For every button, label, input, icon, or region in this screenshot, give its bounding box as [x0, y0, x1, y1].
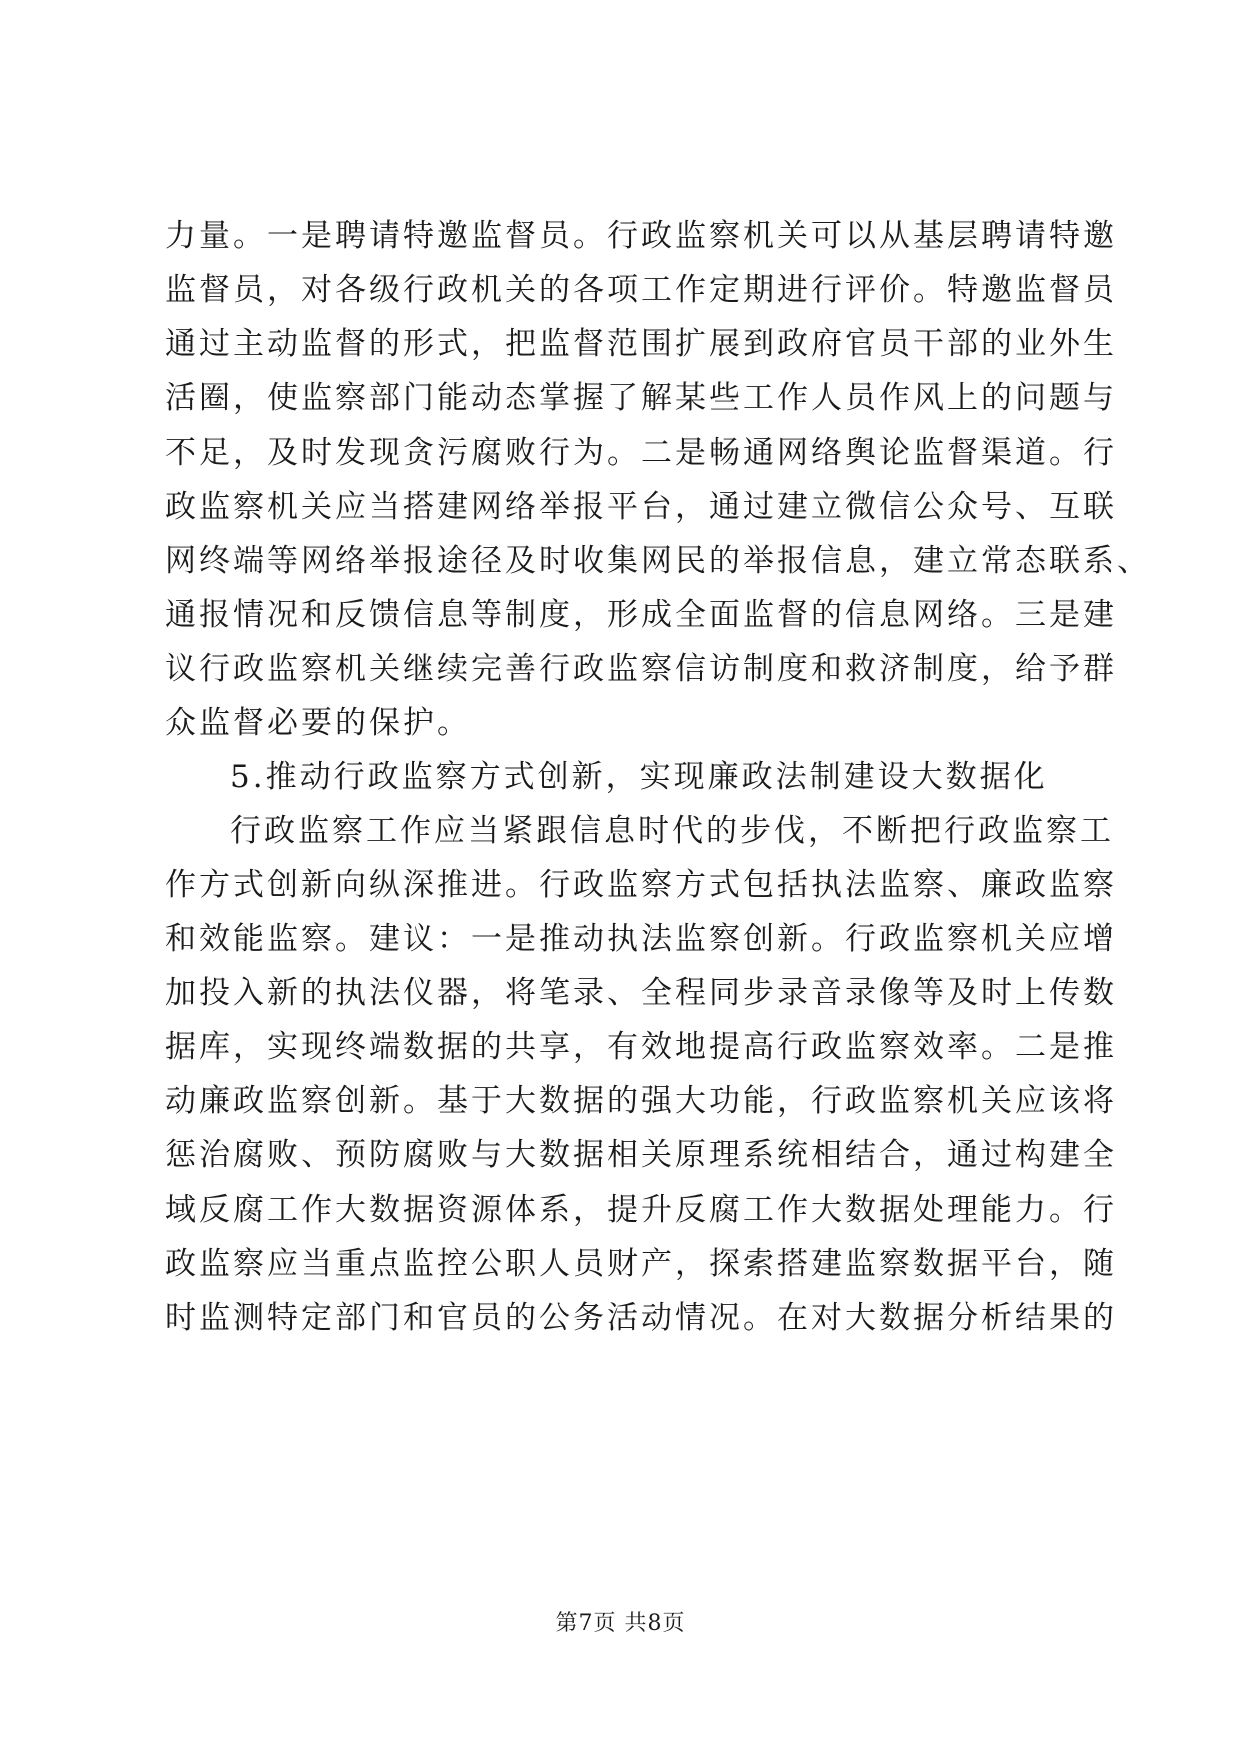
section-heading: 5.推动行政监察方式创新，实现廉政法制建设大数据化 — [230, 759, 1048, 795]
body-line: 众监督必要的保护。 — [165, 705, 471, 741]
body-line: 议行政监察机关继续完善行政监察信访制度和救济制度，给予群 — [165, 651, 1117, 687]
body-line: 加投入新的执法仪器，将笔录、全程同步录音录像等及时上传数 — [165, 975, 1117, 1011]
body-line: 政监察应当重点监控公职人员财产，探索搭建监察数据平台，随 — [165, 1246, 1117, 1282]
body-line: 据库，实现终端数据的共享，有效地提高行政监察效率。二是推 — [165, 1029, 1117, 1065]
body-line: 网终端等网络举报途径及时收集网民的举报信息，建立常态联系、 — [165, 543, 1151, 579]
body-line: 力量。一是聘请特邀监督员。行政监察机关可以从基层聘请特邀 — [165, 218, 1117, 254]
body-line: 动廉政监察创新。基于大数据的强大功能，行政监察机关应该将 — [165, 1083, 1117, 1119]
page-number-footer: 第7页 共8页 — [555, 1611, 686, 1636]
body-line: 不足，及时发现贪污腐败行为。二是畅通网络舆论监督渠道。行 — [165, 435, 1117, 471]
body-line: 通过主动监督的形式，把监督范围扩展到政府官员干部的业外生 — [165, 326, 1117, 362]
body-line: 活圈，使监察部门能动态掌握了解某些工作人员作风上的问题与 — [165, 380, 1117, 416]
body-line: 和效能监察。建议：一是推动执法监察创新。行政监察机关应增 — [165, 921, 1117, 957]
paragraph-first-line: 行政监察工作应当紧跟信息时代的步伐，不断把行政监察工 — [230, 813, 1114, 849]
body-line: 惩治腐败、预防腐败与大数据相关原理系统相结合，通过构建全 — [165, 1137, 1117, 1173]
body-line: 通报情况和反馈信息等制度，形成全面监督的信息网络。三是建 — [165, 597, 1117, 633]
body-line: 监督员，对各级行政机关的各项工作定期进行评价。特邀监督员 — [165, 272, 1117, 308]
body-line: 域反腐工作大数据资源体系，提升反腐工作大数据处理能力。行 — [165, 1192, 1117, 1228]
body-line: 政监察机关应当搭建网络举报平台，通过建立微信公众号、互联 — [165, 489, 1117, 525]
body-line: 作方式创新向纵深推进。行政监察方式包括执法监察、廉政监察 — [165, 867, 1117, 903]
body-line: 时监测特定部门和官员的公务活动情况。在对大数据分析结果的 — [165, 1300, 1117, 1336]
